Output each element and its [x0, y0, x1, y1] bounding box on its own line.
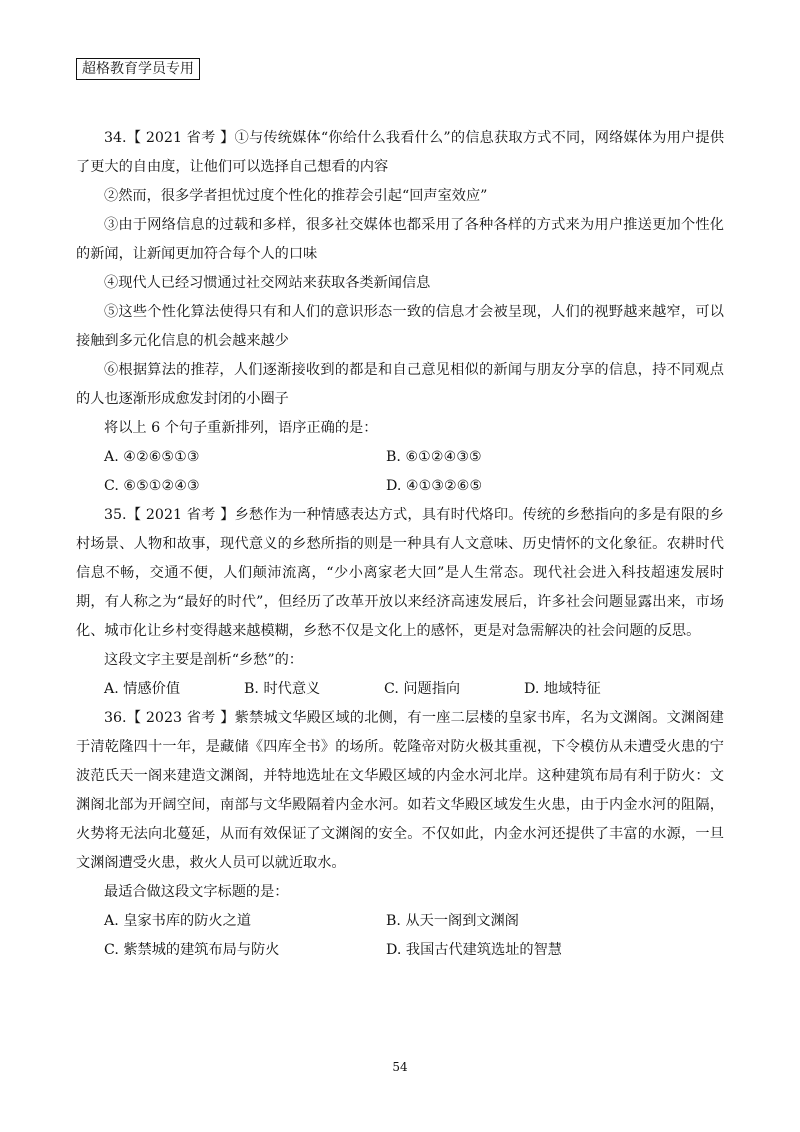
- q34-option-b[interactable]: B. ⑥①②④③⑤: [386, 449, 482, 465]
- q35-source: 【 2021 省考 】: [126, 507, 235, 523]
- q35-text: 乡愁作为一种情感表达方式，具有时代烙印。传统的乡愁指向的多是有限的乡村场景、人物和故事，现代意义的乡愁所指的则是一种具有人文意味、历史情怀的文化象征。农耕时代信息不畅，交通不便，人们颠沛流离，“少小离家老大回”是人生常态。现代社会进入科技超速发展时期，有人称之为“最好的时代”，但经历了改革开放以来经济高速发展后，许多社会问题显露出来，市场化、城市化让乡村变得越来越模糊，乡愁不仅是文化上的感怀，更是对急需解决的社会问题的反思。: [76, 507, 724, 639]
- q35-number: 35.: [104, 507, 127, 523]
- q34-sentence-5: ⑤这些个性化算法使得只有和人们的意识形态一致的信息才会被呈现，人们的视野越来越窄，可以接触到多元化信息的机会越来越少: [76, 304, 724, 349]
- q35-prompt: 这段文字主要是剖析“乡愁”的：: [104, 652, 303, 668]
- q36-option-b[interactable]: B. 从天一阁到文渊阁: [386, 913, 519, 929]
- q34-prompt: 将以上 6 个句子重新排列，语序正确的是：: [104, 420, 378, 436]
- q35-option-b[interactable]: B. 时代意义: [244, 681, 321, 697]
- q36-option-d[interactable]: D. 我国古代建筑选址的智慧: [386, 942, 562, 958]
- q34-number: 34.: [104, 130, 127, 146]
- q36-option-a[interactable]: A. 皇家书库的防火之道: [104, 913, 251, 929]
- q34-sentence-3: ③由于网络信息的过载和多样，很多社交媒体也都采用了各种各样的方式来为用户推送更加个性化的新闻，让新闻更加符合每个人的口味: [76, 217, 724, 262]
- q36-source: 【 2023 省考 】: [126, 710, 235, 726]
- q36-prompt: 最适合做这段文字标题的是：: [104, 884, 289, 900]
- q34-sentence-2: ②然而，很多学者担忧过度个性化的推荐会引起“回声室效应”: [104, 188, 488, 204]
- q36-passage: [76, 704, 724, 878]
- q34-sentence-1: [76, 124, 724, 182]
- q34-option-c[interactable]: C. ⑥⑤①②④③: [104, 478, 200, 494]
- q35-option-d[interactable]: D. 地域特征: [524, 681, 601, 697]
- q35-option-a[interactable]: A. 情感价值: [104, 681, 181, 697]
- q35-option-c[interactable]: C. 问题指向: [384, 681, 461, 697]
- q36-options-row-1: [76, 907, 724, 936]
- q35-passage: [76, 501, 724, 646]
- q34-s1: ①与传统媒体“你给什么我看什么”的信息获取方式不同，网络媒体为用户提供了更大的自由度，让他们可以选择自己想看的内容: [76, 130, 725, 175]
- q36-number: 36.: [104, 710, 127, 726]
- q36-text: 紫禁城文华殿区域的北侧，有一座二层楼的皇家书库，名为文渊阁。文渊阁建于清乾隆四十一年，是藏储《四库全书》的场所。乾隆帝对防火极其重视，下令模仿从未遭受火患的宁波范氏天一阁来建造文渊阁，并特地选址在文华殿区域的内金水河北岸。这种建筑布局有利于防火：文渊阁北部为开阔空间，南部与文华殿隔着内金水河。如若文华殿区域发生火患，由于内金水河的阻隔，火势将无法向北蔓延，从而有效保证了文渊阁的安全。不仅如此，内金水河还提供了丰富的水源，一旦文渊阁遭受火患，救火人员可以就近取水。: [76, 710, 724, 871]
- q35-options: [76, 675, 724, 704]
- q34-option-d[interactable]: D. ④①③②⑥⑤: [386, 478, 483, 494]
- page-number: 54: [392, 1060, 408, 1074]
- q34-options-row-1: [76, 443, 724, 472]
- page-content: [76, 124, 724, 965]
- q34-sentence-6: ⑥根据算法的推荐，人们逐渐接收到的都是和自己意见相似的新闻与朋友分享的信息，持不同观点的人也逐渐形成愈发封闭的小圈子: [76, 362, 724, 407]
- header-tag: 超格教育学员专用: [76, 58, 200, 80]
- q36-options-row-2: [76, 936, 724, 965]
- q34-option-a[interactable]: A. ④②⑥⑤①③: [104, 449, 200, 465]
- q34-options-row-2: [76, 472, 724, 501]
- q36-option-c[interactable]: C. 紫禁城的建筑布局与防火: [104, 942, 280, 958]
- q34-source: 【 2021 省考 】: [126, 130, 235, 146]
- q34-sentence-4: ④现代人已经习惯通过社交网站来获取各类新闻信息: [104, 275, 431, 291]
